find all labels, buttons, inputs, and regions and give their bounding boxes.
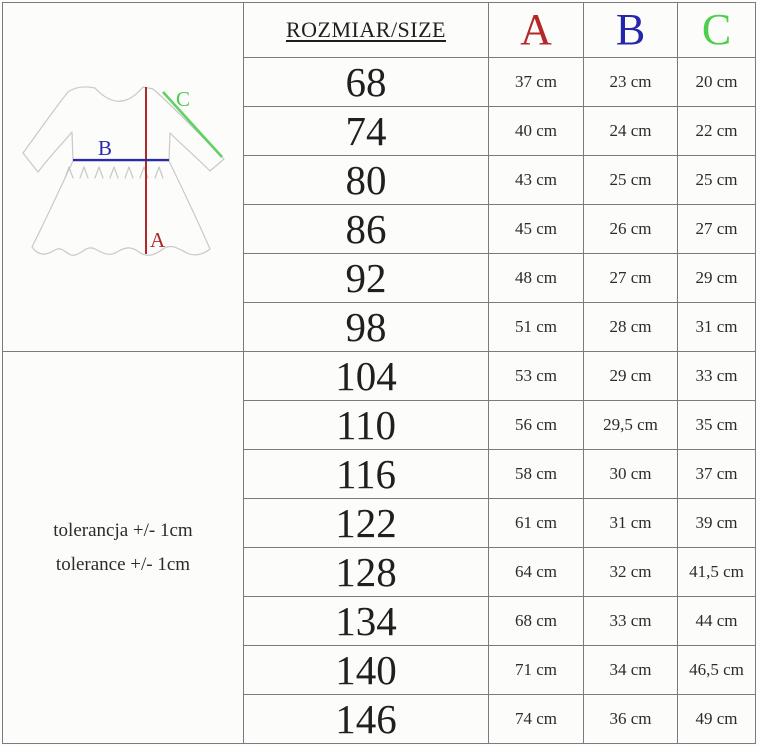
garment-diagram-panel [3,3,244,352]
cell-b: 25 cm [584,156,678,205]
cell-size: 86 [244,205,489,254]
tolerance-line-pl: tolerancja +/- 1cm [53,520,193,542]
table-row [3,352,756,401]
cell-a: 71 cm [489,646,584,695]
header-c: C [678,3,756,58]
cell-b: 26 cm [584,205,678,254]
cell-size: 92 [244,254,489,303]
cell-a: 48 cm [489,254,584,303]
cell-b: 36 cm [584,695,678,744]
cell-size: 80 [244,156,489,205]
cell-a: 45 cm [489,205,584,254]
cell-size: 74 [244,107,489,156]
cell-c: 37 cm [678,450,756,499]
cell-c: 31 cm [678,303,756,352]
cell-b: 27 cm [584,254,678,303]
cell-b: 24 cm [584,107,678,156]
cell-b: 29 cm [584,352,678,401]
cell-a: 40 cm [489,107,584,156]
size-table [2,2,756,744]
cell-c: 39 cm [678,499,756,548]
cell-a: 61 cm [489,499,584,548]
measurement-line-c [163,92,222,157]
header-b: B [584,3,678,58]
cell-b: 28 cm [584,303,678,352]
cell-size: 128 [244,548,489,597]
cell-size: 146 [244,695,489,744]
cell-size: 68 [244,58,489,107]
cell-size: 116 [244,450,489,499]
cell-b: 23 cm [584,58,678,107]
cell-a: 53 cm [489,352,584,401]
cell-a: 37 cm [489,58,584,107]
cell-size: 134 [244,597,489,646]
cell-c: 25 cm [678,156,756,205]
cell-a: 43 cm [489,156,584,205]
cell-b: 30 cm [584,450,678,499]
cell-a: 64 cm [489,548,584,597]
header-a: A [489,3,584,58]
cell-c: 41,5 cm [678,548,756,597]
cell-a: 74 cm [489,695,584,744]
cell-c: 27 cm [678,205,756,254]
measurement-label-c: C [176,87,191,111]
cell-c: 35 cm [678,401,756,450]
tolerance-line-en: tolerance +/- 1cm [55,553,191,575]
cell-a: 58 cm [489,450,584,499]
dress-diagram [3,3,242,351]
header-size: ROZMIAR/SIZE [244,3,489,58]
cell-size: 122 [244,499,489,548]
dress-outline [23,87,224,255]
cell-c: 29 cm [678,254,756,303]
cell-size: 110 [244,401,489,450]
cell-c: 46,5 cm [678,646,756,695]
cell-size: 104 [244,352,489,401]
cell-c: 22 cm [678,107,756,156]
cell-b: 34 cm [584,646,678,695]
cell-size: 140 [244,646,489,695]
table-header-row [3,3,756,58]
cell-c: 49 cm [678,695,756,744]
tolerance-note [3,352,244,744]
cell-a: 68 cm [489,597,584,646]
measurement-label-b: B [98,136,113,160]
cell-b: 33 cm [584,597,678,646]
cell-b: 29,5 cm [584,401,678,450]
cell-a: 51 cm [489,303,584,352]
cell-c: 44 cm [678,597,756,646]
cell-b: 31 cm [584,499,678,548]
cell-c: 20 cm [678,58,756,107]
cell-a: 56 cm [489,401,584,450]
cell-b: 32 cm [584,548,678,597]
cell-c: 33 cm [678,352,756,401]
cell-size: 98 [244,303,489,352]
measurement-label-a: A [150,228,166,252]
